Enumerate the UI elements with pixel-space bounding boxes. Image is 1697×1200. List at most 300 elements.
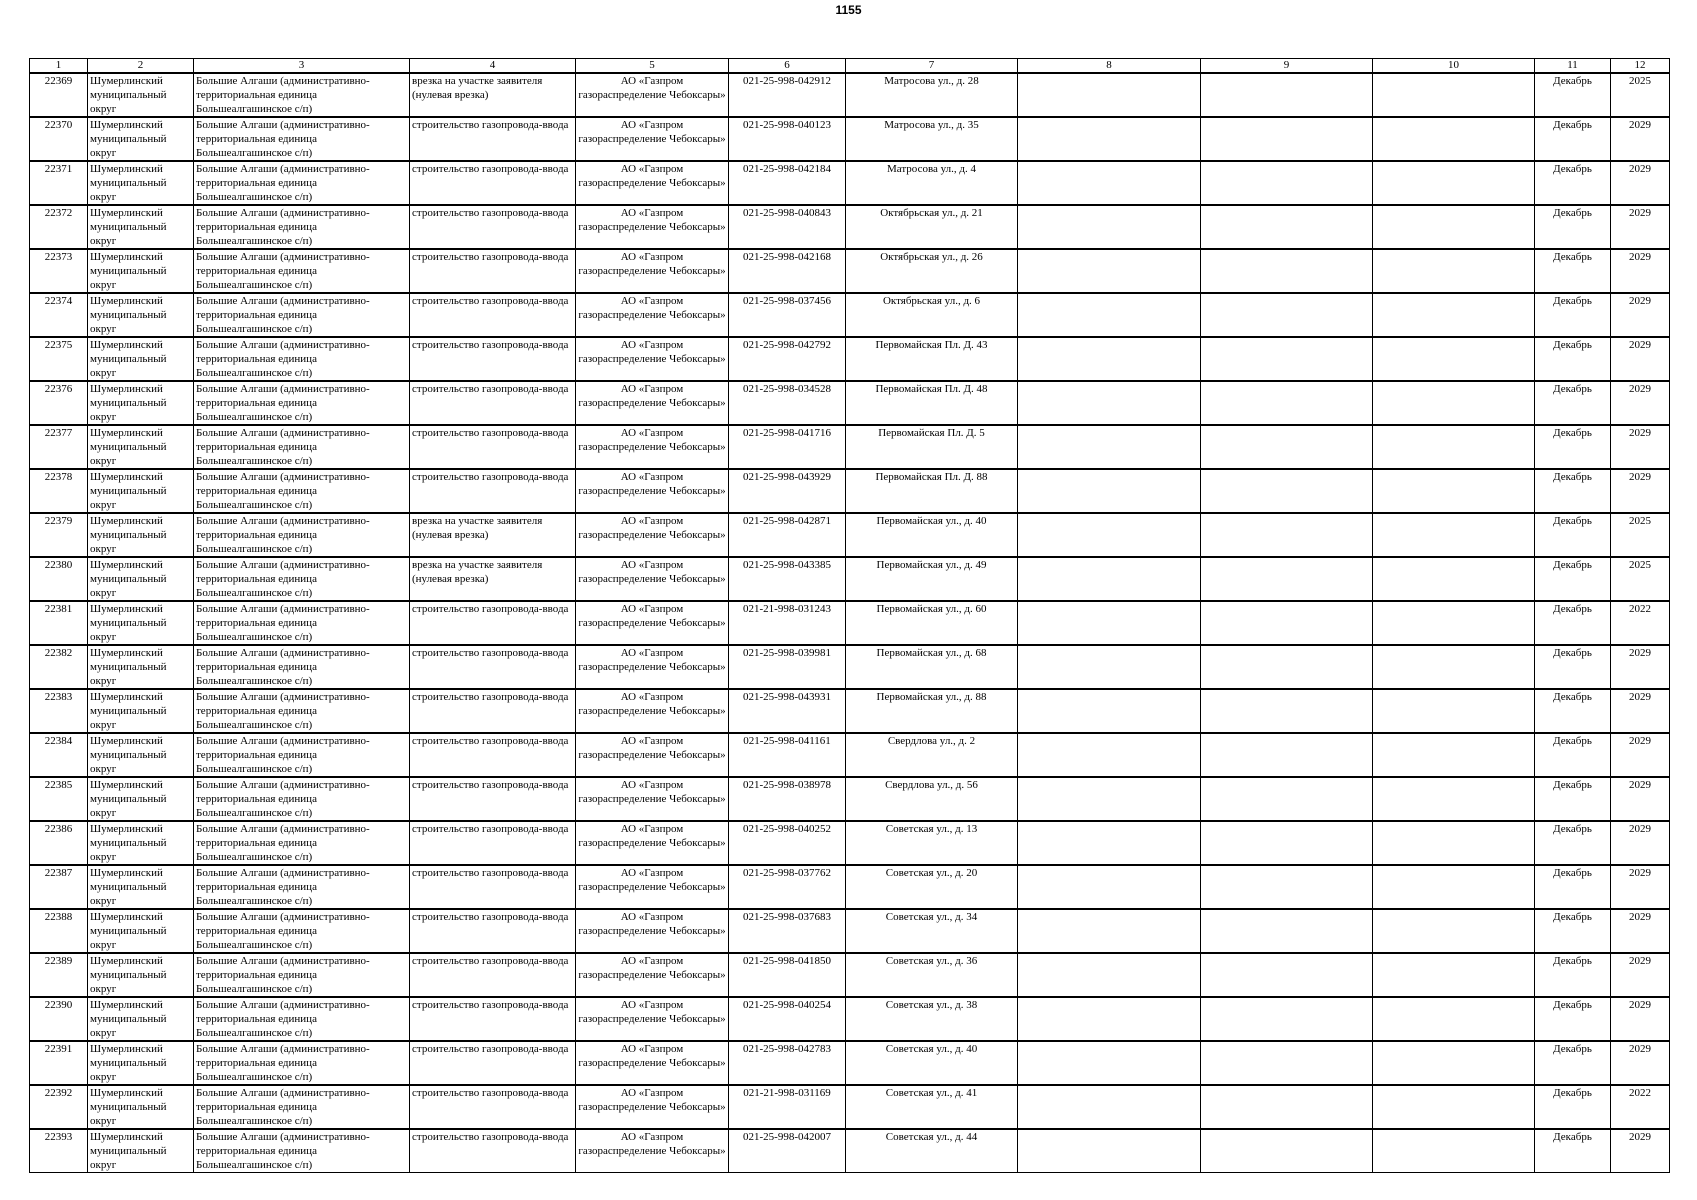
row-number: 22384 xyxy=(30,733,88,777)
work-type-cell: строительство газопровода-ввода xyxy=(410,337,576,381)
column-10-cell xyxy=(1373,953,1535,997)
year-cell: 2029 xyxy=(1611,689,1670,733)
table-row xyxy=(30,557,1670,601)
table-row xyxy=(30,865,1670,909)
column-8-cell xyxy=(1018,469,1201,513)
table-row xyxy=(30,645,1670,689)
work-type-cell: строительство газопровода-ввода xyxy=(410,161,576,205)
organization-cell: АО «Газпром газораспределение Чебоксары» xyxy=(576,997,729,1041)
work-type-cell: строительство газопровода-ввода xyxy=(410,1129,576,1173)
year-cell: 2025 xyxy=(1611,73,1670,117)
column-9-cell xyxy=(1201,689,1373,733)
column-10-cell xyxy=(1373,909,1535,953)
column-8-cell xyxy=(1018,73,1201,117)
address-cell: Первомайская ул., д. 88 xyxy=(846,689,1018,733)
address-cell: Первомайская Пл. Д. 88 xyxy=(846,469,1018,513)
code-cell: 021-25-998-037456 xyxy=(729,293,846,337)
address-cell: Советская ул., д. 44 xyxy=(846,1129,1018,1173)
organization-cell: АО «Газпром газораспределение Чебоксары» xyxy=(576,381,729,425)
work-type-cell: строительство газопровода-ввода xyxy=(410,381,576,425)
organization-cell: АО «Газпром газораспределение Чебоксары» xyxy=(576,909,729,953)
organization-cell: АО «Газпром газораспределение Чебоксары» xyxy=(576,469,729,513)
organization-cell: АО «Газпром газораспределение Чебоксары» xyxy=(576,513,729,557)
organization-cell: АО «Газпром газораспределение Чебоксары» xyxy=(576,161,729,205)
month-cell: Декабрь xyxy=(1535,557,1611,601)
column-9-cell xyxy=(1201,425,1373,469)
table-body xyxy=(30,73,1670,1173)
column-9-cell xyxy=(1201,1129,1373,1173)
address-cell: Советская ул., д. 13 xyxy=(846,821,1018,865)
row-number: 22370 xyxy=(30,117,88,161)
work-type-cell: строительство газопровода-ввода xyxy=(410,1041,576,1085)
row-number: 22388 xyxy=(30,909,88,953)
organization-cell: АО «Газпром газораспределение Чебоксары» xyxy=(576,117,729,161)
district-cell: Шумерлинский муниципальный округ xyxy=(88,513,194,557)
month-cell: Декабрь xyxy=(1535,73,1611,117)
month-cell: Декабрь xyxy=(1535,821,1611,865)
locality-cell: Большие Алгаши (административно-территориальная единица Большеалгашинское с/п) xyxy=(194,513,410,557)
locality-cell: Большие Алгаши (административно-территориальная единица Большеалгашинское с/п) xyxy=(194,997,410,1041)
column-9-cell xyxy=(1201,249,1373,293)
address-cell: Октябрьская ул., д. 6 xyxy=(846,293,1018,337)
code-cell: 021-25-998-038978 xyxy=(729,777,846,821)
table-row xyxy=(30,909,1670,953)
table-row xyxy=(30,997,1670,1041)
work-type-cell: строительство газопровода-ввода xyxy=(410,953,576,997)
row-number: 22385 xyxy=(30,777,88,821)
month-cell: Декабрь xyxy=(1535,777,1611,821)
address-cell: Матросова ул., д. 35 xyxy=(846,117,1018,161)
row-number: 22372 xyxy=(30,205,88,249)
month-cell: Декабрь xyxy=(1535,689,1611,733)
district-cell: Шумерлинский муниципальный округ xyxy=(88,777,194,821)
table-row xyxy=(30,1041,1670,1085)
locality-cell: Большие Алгаши (административно-территориальная единица Большеалгашинское с/п) xyxy=(194,777,410,821)
year-cell: 2029 xyxy=(1611,909,1670,953)
district-cell: Шумерлинский муниципальный округ xyxy=(88,73,194,117)
month-cell: Декабрь xyxy=(1535,1129,1611,1173)
district-cell: Шумерлинский муниципальный округ xyxy=(88,1085,194,1129)
row-number: 22376 xyxy=(30,381,88,425)
column-8-cell xyxy=(1018,293,1201,337)
column-9-cell xyxy=(1201,865,1373,909)
month-cell: Декабрь xyxy=(1535,909,1611,953)
address-cell: Первомайская Пл. Д. 48 xyxy=(846,381,1018,425)
column-header-10: 10 xyxy=(1373,59,1535,74)
column-header-5: 5 xyxy=(576,59,729,74)
row-number: 22387 xyxy=(30,865,88,909)
column-header-9: 9 xyxy=(1201,59,1373,74)
organization-cell: АО «Газпром газораспределение Чебоксары» xyxy=(576,1085,729,1129)
organization-cell: АО «Газпром газораспределение Чебоксары» xyxy=(576,293,729,337)
column-9-cell xyxy=(1201,645,1373,689)
code-cell: 021-25-998-042912 xyxy=(729,73,846,117)
organization-cell: АО «Газпром газораспределение Чебоксары» xyxy=(576,645,729,689)
month-cell: Декабрь xyxy=(1535,1085,1611,1129)
column-header-3: 3 xyxy=(194,59,410,74)
year-cell: 2029 xyxy=(1611,821,1670,865)
column-9-cell xyxy=(1201,117,1373,161)
work-type-cell: врезка на участке заявителя (нулевая врезка) xyxy=(410,73,576,117)
work-type-cell: строительство газопровода-ввода xyxy=(410,293,576,337)
row-number: 22377 xyxy=(30,425,88,469)
column-8-cell xyxy=(1018,557,1201,601)
year-cell: 2029 xyxy=(1611,337,1670,381)
locality-cell: Большие Алгаши (административно-территориальная единица Большеалгашинское с/п) xyxy=(194,381,410,425)
code-cell: 021-25-998-043931 xyxy=(729,689,846,733)
address-cell: Октябрьская ул., д. 21 xyxy=(846,205,1018,249)
column-10-cell xyxy=(1373,337,1535,381)
year-cell: 2029 xyxy=(1611,469,1670,513)
district-cell: Шумерлинский муниципальный округ xyxy=(88,249,194,293)
address-cell: Матросова ул., д. 28 xyxy=(846,73,1018,117)
code-cell: 021-25-998-040252 xyxy=(729,821,846,865)
column-header-4: 4 xyxy=(410,59,576,74)
code-cell: 021-25-998-042792 xyxy=(729,337,846,381)
code-cell: 021-25-998-043385 xyxy=(729,557,846,601)
row-number: 22386 xyxy=(30,821,88,865)
column-10-cell xyxy=(1373,1085,1535,1129)
month-cell: Декабрь xyxy=(1535,513,1611,557)
table-row xyxy=(30,381,1670,425)
column-8-cell xyxy=(1018,513,1201,557)
row-number: 22393 xyxy=(30,1129,88,1173)
year-cell: 2029 xyxy=(1611,777,1670,821)
column-8-cell xyxy=(1018,689,1201,733)
address-cell: Первомайская ул., д. 60 xyxy=(846,601,1018,645)
column-10-cell xyxy=(1373,557,1535,601)
district-cell: Шумерлинский муниципальный округ xyxy=(88,117,194,161)
table-row xyxy=(30,953,1670,997)
year-cell: 2029 xyxy=(1611,293,1670,337)
code-cell: 021-25-998-041716 xyxy=(729,425,846,469)
table-row xyxy=(30,1085,1670,1129)
code-cell: 021-21-998-031169 xyxy=(729,1085,846,1129)
district-cell: Шумерлинский муниципальный округ xyxy=(88,557,194,601)
month-cell: Декабрь xyxy=(1535,161,1611,205)
month-cell: Декабрь xyxy=(1535,425,1611,469)
column-header-1: 1 xyxy=(30,59,88,74)
locality-cell: Большие Алгаши (административно-территориальная единица Большеалгашинское с/п) xyxy=(194,557,410,601)
column-8-cell xyxy=(1018,865,1201,909)
year-cell: 2029 xyxy=(1611,733,1670,777)
work-type-cell: строительство газопровода-ввода xyxy=(410,777,576,821)
column-9-cell xyxy=(1201,513,1373,557)
column-10-cell xyxy=(1373,689,1535,733)
row-number: 22373 xyxy=(30,249,88,293)
locality-cell: Большие Алгаши (административно-территориальная единица Большеалгашинское с/п) xyxy=(194,601,410,645)
column-10-cell xyxy=(1373,469,1535,513)
month-cell: Декабрь xyxy=(1535,997,1611,1041)
column-10-cell xyxy=(1373,73,1535,117)
table-row xyxy=(30,117,1670,161)
work-type-cell: строительство газопровода-ввода xyxy=(410,997,576,1041)
organization-cell: АО «Газпром газораспределение Чебоксары» xyxy=(576,865,729,909)
table-row xyxy=(30,425,1670,469)
column-8-cell xyxy=(1018,953,1201,997)
column-8-cell xyxy=(1018,821,1201,865)
row-number: 22374 xyxy=(30,293,88,337)
table-row xyxy=(30,161,1670,205)
table-row xyxy=(30,1129,1670,1173)
address-cell: Октябрьская ул., д. 26 xyxy=(846,249,1018,293)
month-cell: Декабрь xyxy=(1535,1041,1611,1085)
locality-cell: Большие Алгаши (административно-территориальная единица Большеалгашинское с/п) xyxy=(194,689,410,733)
column-8-cell xyxy=(1018,1129,1201,1173)
column-8-cell xyxy=(1018,205,1201,249)
code-cell: 021-21-998-031243 xyxy=(729,601,846,645)
work-type-cell: строительство газопровода-ввода xyxy=(410,909,576,953)
column-9-cell xyxy=(1201,601,1373,645)
header-row xyxy=(30,59,1670,74)
organization-cell: АО «Газпром газораспределение Чебоксары» xyxy=(576,777,729,821)
column-10-cell xyxy=(1373,513,1535,557)
code-cell: 021-25-998-040254 xyxy=(729,997,846,1041)
table-row xyxy=(30,205,1670,249)
locality-cell: Большие Алгаши (административно-территориальная единица Большеалгашинское с/п) xyxy=(194,865,410,909)
address-cell: Свердлова ул., д. 56 xyxy=(846,777,1018,821)
work-type-cell: строительство газопровода-ввода xyxy=(410,425,576,469)
locality-cell: Большие Алгаши (административно-территориальная единица Большеалгашинское с/п) xyxy=(194,645,410,689)
column-header-8: 8 xyxy=(1018,59,1201,74)
year-cell: 2029 xyxy=(1611,997,1670,1041)
locality-cell: Большие Алгаши (административно-территориальная единица Большеалгашинское с/п) xyxy=(194,1129,410,1173)
month-cell: Декабрь xyxy=(1535,381,1611,425)
address-cell: Первомайская Пл. Д. 5 xyxy=(846,425,1018,469)
code-cell: 021-25-998-041161 xyxy=(729,733,846,777)
column-10-cell xyxy=(1373,777,1535,821)
work-type-cell: строительство газопровода-ввода xyxy=(410,601,576,645)
work-type-cell: строительство газопровода-ввода xyxy=(410,469,576,513)
page-number: 1155 xyxy=(835,3,862,17)
district-cell: Шумерлинский муниципальный округ xyxy=(88,733,194,777)
district-cell: Шумерлинский муниципальный округ xyxy=(88,821,194,865)
code-cell: 021-25-998-040123 xyxy=(729,117,846,161)
work-type-cell: строительство газопровода-ввода xyxy=(410,733,576,777)
row-number: 22375 xyxy=(30,337,88,381)
district-cell: Шумерлинский муниципальный округ xyxy=(88,1041,194,1085)
column-9-cell xyxy=(1201,293,1373,337)
row-number: 22381 xyxy=(30,601,88,645)
column-10-cell xyxy=(1373,601,1535,645)
column-header-7: 7 xyxy=(846,59,1018,74)
district-cell: Шумерлинский муниципальный округ xyxy=(88,381,194,425)
work-type-cell: строительство газопровода-ввода xyxy=(410,117,576,161)
organization-cell: АО «Газпром газораспределение Чебоксары» xyxy=(576,205,729,249)
column-10-cell xyxy=(1373,205,1535,249)
month-cell: Декабрь xyxy=(1535,645,1611,689)
table-row xyxy=(30,513,1670,557)
table-row xyxy=(30,73,1670,117)
month-cell: Декабрь xyxy=(1535,293,1611,337)
address-cell: Первомайская ул., д. 49 xyxy=(846,557,1018,601)
code-cell: 021-25-998-040843 xyxy=(729,205,846,249)
address-cell: Свердлова ул., д. 2 xyxy=(846,733,1018,777)
column-8-cell xyxy=(1018,117,1201,161)
district-cell: Шумерлинский муниципальный округ xyxy=(88,425,194,469)
district-cell: Шумерлинский муниципальный округ xyxy=(88,997,194,1041)
column-10-cell xyxy=(1373,997,1535,1041)
district-cell: Шумерлинский муниципальный округ xyxy=(88,337,194,381)
column-10-cell xyxy=(1373,161,1535,205)
code-cell: 021-25-998-037683 xyxy=(729,909,846,953)
column-10-cell xyxy=(1373,425,1535,469)
column-9-cell xyxy=(1201,1041,1373,1085)
row-number: 22389 xyxy=(30,953,88,997)
address-cell: Советская ул., д. 41 xyxy=(846,1085,1018,1129)
month-cell: Декабрь xyxy=(1535,205,1611,249)
locality-cell: Большие Алгаши (административно-территориальная единица Большеалгашинское с/п) xyxy=(194,1085,410,1129)
row-number: 22390 xyxy=(30,997,88,1041)
column-9-cell xyxy=(1201,73,1373,117)
year-cell: 2022 xyxy=(1611,601,1670,645)
district-cell: Шумерлинский муниципальный округ xyxy=(88,205,194,249)
month-cell: Декабрь xyxy=(1535,865,1611,909)
year-cell: 2025 xyxy=(1611,557,1670,601)
work-type-cell: строительство газопровода-ввода xyxy=(410,249,576,293)
column-header-12: 12 xyxy=(1611,59,1670,74)
table-row xyxy=(30,469,1670,513)
year-cell: 2029 xyxy=(1611,953,1670,997)
column-8-cell xyxy=(1018,997,1201,1041)
row-number: 22378 xyxy=(30,469,88,513)
year-cell: 2029 xyxy=(1611,205,1670,249)
address-cell: Первомайская ул., д. 68 xyxy=(846,645,1018,689)
district-cell: Шумерлинский муниципальный округ xyxy=(88,865,194,909)
organization-cell: АО «Газпром газораспределение Чебоксары» xyxy=(576,337,729,381)
work-type-cell: строительство газопровода-ввода xyxy=(410,645,576,689)
code-cell: 021-25-998-034528 xyxy=(729,381,846,425)
column-8-cell xyxy=(1018,381,1201,425)
locality-cell: Большие Алгаши (административно-территориальная единица Большеалгашинское с/п) xyxy=(194,469,410,513)
organization-cell: АО «Газпром газораспределение Чебоксары» xyxy=(576,73,729,117)
column-9-cell xyxy=(1201,997,1373,1041)
district-cell: Шумерлинский муниципальный округ xyxy=(88,909,194,953)
column-8-cell xyxy=(1018,645,1201,689)
row-number: 22369 xyxy=(30,73,88,117)
locality-cell: Большие Алгаши (административно-территориальная единица Большеалгашинское с/п) xyxy=(194,161,410,205)
organization-cell: АО «Газпром газораспределение Чебоксары» xyxy=(576,249,729,293)
table-row xyxy=(30,249,1670,293)
work-type-cell: строительство газопровода-ввода xyxy=(410,689,576,733)
locality-cell: Большие Алгаши (административно-территориальная единица Большеалгашинское с/п) xyxy=(194,73,410,117)
organization-cell: АО «Газпром газораспределение Чебоксары» xyxy=(576,601,729,645)
address-cell: Матросова ул., д. 4 xyxy=(846,161,1018,205)
table-row xyxy=(30,777,1670,821)
column-8-cell xyxy=(1018,909,1201,953)
row-number: 22391 xyxy=(30,1041,88,1085)
organization-cell: АО «Газпром газораспределение Чебоксары» xyxy=(576,821,729,865)
district-cell: Шумерлинский муниципальный округ xyxy=(88,645,194,689)
column-9-cell xyxy=(1201,777,1373,821)
code-cell: 021-25-998-041850 xyxy=(729,953,846,997)
row-number: 22383 xyxy=(30,689,88,733)
registry-table xyxy=(29,58,1670,1173)
column-9-cell xyxy=(1201,1085,1373,1129)
locality-cell: Большие Алгаши (административно-территориальная единица Большеалгашинское с/п) xyxy=(194,821,410,865)
table-row xyxy=(30,821,1670,865)
column-9-cell xyxy=(1201,733,1373,777)
code-cell: 021-25-998-042007 xyxy=(729,1129,846,1173)
year-cell: 2029 xyxy=(1611,425,1670,469)
table-row xyxy=(30,337,1670,381)
column-10-cell xyxy=(1373,293,1535,337)
year-cell: 2022 xyxy=(1611,1085,1670,1129)
work-type-cell: строительство газопровода-ввода xyxy=(410,205,576,249)
locality-cell: Большие Алгаши (административно-территориальная единица Большеалгашинское с/п) xyxy=(194,425,410,469)
locality-cell: Большие Алгаши (административно-территориальная единица Большеалгашинское с/п) xyxy=(194,205,410,249)
month-cell: Декабрь xyxy=(1535,601,1611,645)
locality-cell: Большие Алгаши (административно-территориальная единица Большеалгашинское с/п) xyxy=(194,733,410,777)
row-number: 22380 xyxy=(30,557,88,601)
district-cell: Шумерлинский муниципальный округ xyxy=(88,1129,194,1173)
row-number: 22371 xyxy=(30,161,88,205)
work-type-cell: строительство газопровода-ввода xyxy=(410,821,576,865)
column-9-cell xyxy=(1201,381,1373,425)
year-cell: 2029 xyxy=(1611,249,1670,293)
column-10-cell xyxy=(1373,117,1535,161)
address-cell: Первомайская Пл. Д. 43 xyxy=(846,337,1018,381)
column-10-cell xyxy=(1373,1041,1535,1085)
column-8-cell xyxy=(1018,1041,1201,1085)
locality-cell: Большие Алгаши (административно-территориальная единица Большеалгашинское с/п) xyxy=(194,293,410,337)
month-cell: Декабрь xyxy=(1535,953,1611,997)
year-cell: 2029 xyxy=(1611,381,1670,425)
column-10-cell xyxy=(1373,1129,1535,1173)
district-cell: Шумерлинский муниципальный округ xyxy=(88,953,194,997)
column-header-11: 11 xyxy=(1535,59,1611,74)
column-8-cell xyxy=(1018,601,1201,645)
district-cell: Шумерлинский муниципальный округ xyxy=(88,293,194,337)
organization-cell: АО «Газпром газораспределение Чебоксары» xyxy=(576,557,729,601)
column-10-cell xyxy=(1373,381,1535,425)
year-cell: 2029 xyxy=(1611,645,1670,689)
column-9-cell xyxy=(1201,337,1373,381)
column-10-cell xyxy=(1373,733,1535,777)
table-row xyxy=(30,733,1670,777)
work-type-cell: врезка на участке заявителя (нулевая врезка) xyxy=(410,557,576,601)
address-cell: Первомайская ул., д. 40 xyxy=(846,513,1018,557)
code-cell: 021-25-998-039981 xyxy=(729,645,846,689)
work-type-cell: строительство газопровода-ввода xyxy=(410,1085,576,1129)
district-cell: Шумерлинский муниципальный округ xyxy=(88,161,194,205)
year-cell: 2025 xyxy=(1611,513,1670,557)
column-10-cell xyxy=(1373,249,1535,293)
code-cell: 021-25-998-042168 xyxy=(729,249,846,293)
month-cell: Декабрь xyxy=(1535,117,1611,161)
code-cell: 021-25-998-042871 xyxy=(729,513,846,557)
table-row xyxy=(30,689,1670,733)
locality-cell: Большие Алгаши (административно-территориальная единица Большеалгашинское с/п) xyxy=(194,1041,410,1085)
column-9-cell xyxy=(1201,205,1373,249)
organization-cell: АО «Газпром газораспределение Чебоксары» xyxy=(576,1041,729,1085)
column-10-cell xyxy=(1373,821,1535,865)
year-cell: 2029 xyxy=(1611,1041,1670,1085)
table-row xyxy=(30,601,1670,645)
column-10-cell xyxy=(1373,865,1535,909)
year-cell: 2029 xyxy=(1611,161,1670,205)
organization-cell: АО «Газпром газораспределение Чебоксары» xyxy=(576,425,729,469)
code-cell: 021-25-998-042184 xyxy=(729,161,846,205)
table-row xyxy=(30,293,1670,337)
locality-cell: Большие Алгаши (административно-территориальная единица Большеалгашинское с/п) xyxy=(194,909,410,953)
locality-cell: Большие Алгаши (административно-территориальная единица Большеалгашинское с/п) xyxy=(194,953,410,997)
column-9-cell xyxy=(1201,953,1373,997)
code-cell: 021-25-998-043929 xyxy=(729,469,846,513)
month-cell: Декабрь xyxy=(1535,249,1611,293)
locality-cell: Большие Алгаши (административно-территориальная единица Большеалгашинское с/п) xyxy=(194,337,410,381)
organization-cell: АО «Газпром газораспределение Чебоксары» xyxy=(576,689,729,733)
